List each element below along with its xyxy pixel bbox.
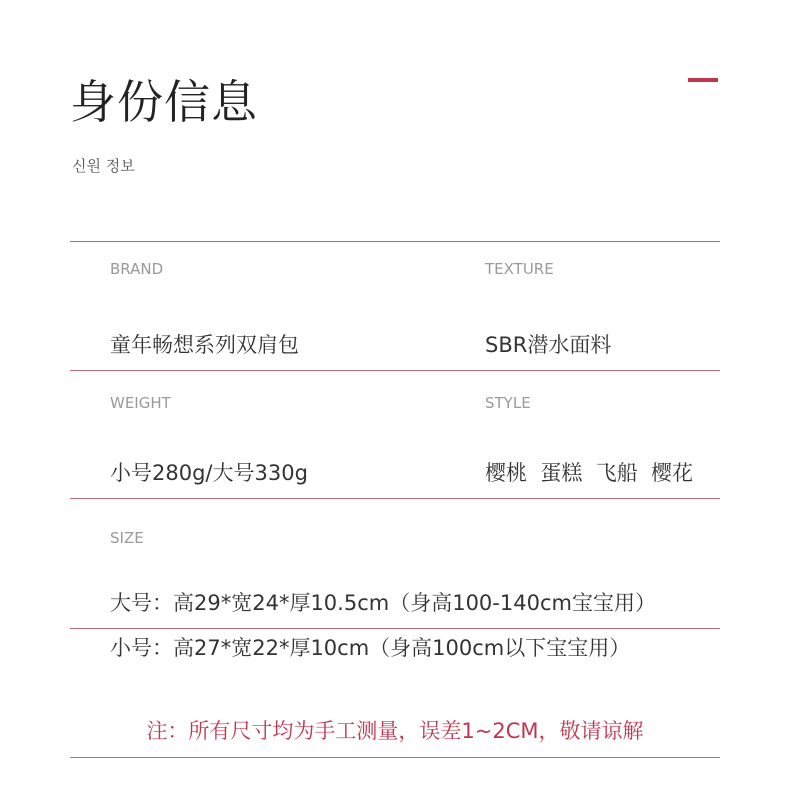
size-large: 大号：高29*宽24*厚10.5cm（身高100-140cm宝宝用） [110, 591, 656, 615]
style-value: 樱桃 蛋糕 飞船 樱花 [485, 461, 694, 485]
divider-brand [70, 370, 720, 371]
page-subtitle: 신원 정보 [72, 157, 135, 175]
weight-label: WEIGHT [110, 394, 171, 412]
divider-weight [70, 498, 720, 499]
page-title: 身份信息 [70, 75, 258, 129]
texture-value: SBR潜水面料 [485, 333, 612, 357]
measurement-note: 注：所有尺寸均为手工测量，误差1~2CM，敬请谅解 [146, 719, 644, 743]
style-label: STYLE [485, 394, 531, 412]
weight-value: 小号280g/大号330g [110, 461, 308, 485]
divider-bottom [70, 757, 720, 758]
size-label: SIZE [110, 529, 144, 547]
brand-value: 童年畅想系列双肩包 [110, 333, 299, 357]
texture-label: TEXTURE [485, 260, 554, 278]
brand-label: BRAND [110, 260, 164, 278]
size-small: 小号：高27*宽22*厚10cm（身高100cm以下宝宝用） [110, 636, 631, 660]
accent-bar [688, 78, 718, 82]
divider-top [70, 241, 720, 242]
divider-size [70, 628, 720, 629]
